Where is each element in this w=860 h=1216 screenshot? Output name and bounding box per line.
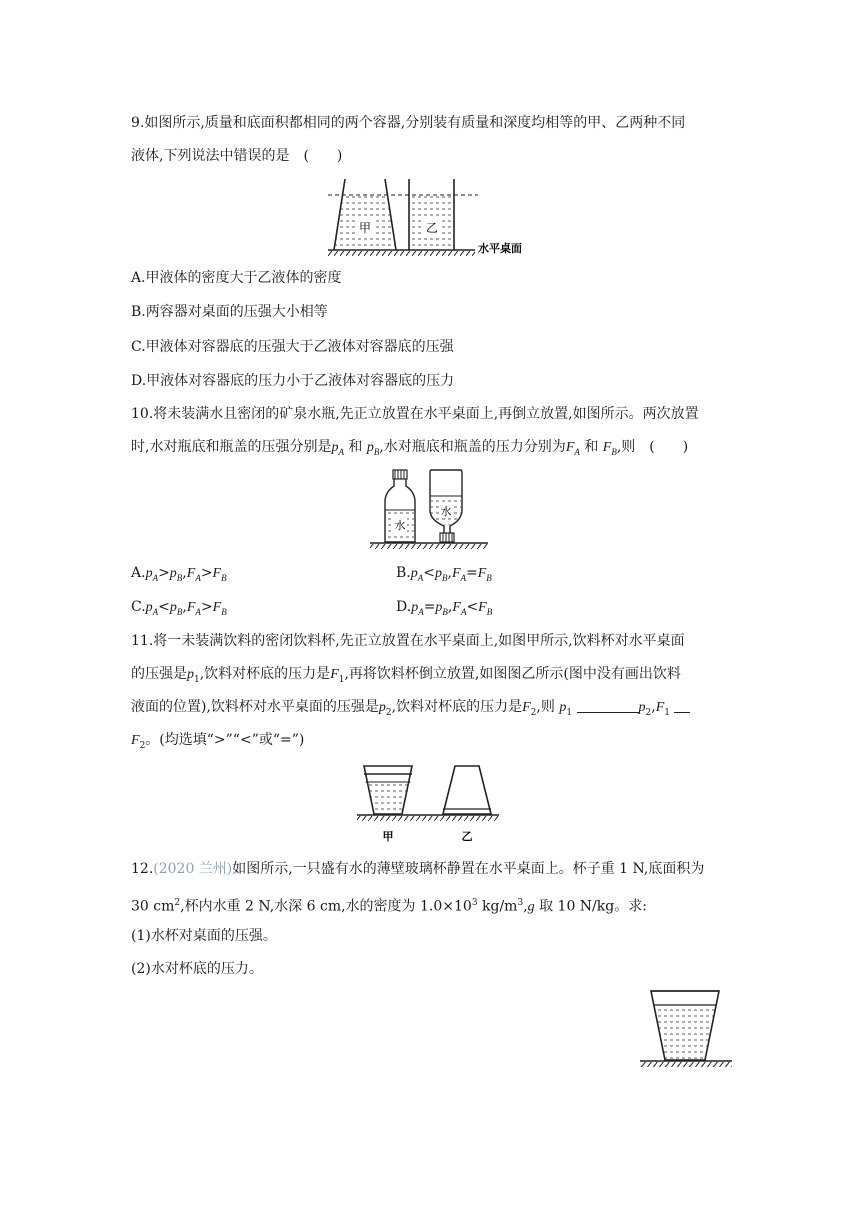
q12-stem-line1: 12.(2020 兰州)如图所示,一只盛有水的薄壁玻璃杯静置在水平桌面上。杯子重 1 N,底面积为 [131, 861, 705, 877]
q10-option-b: $B.p_A<p_B,F_A=F_B$ [396, 565, 492, 583]
q10-stem-line2: 时,水对瓶底和瓶盖的压强分别是$p_A$ 和 $p_B$,水对瓶底和瓶盖的压力分别为$F_A$ 和 $F_B$,则 ( ) [131, 439, 689, 457]
q10-fig-water-a: 水 [394, 519, 406, 532]
q11-stem-line2: 的压强是$p_1$,饮料对杯底的压力是$F_1$,再将饮料杯倒立放置,如图图乙所示(图中没有画出饮料 [131, 666, 681, 685]
q12-subquestion-2: (2)水对杯底的压力。 [131, 961, 263, 977]
q9-fig-label-yi: 乙 [425, 221, 439, 235]
q9-option-b: B.两容器对桌面的压强大小相等 [131, 304, 328, 320]
q12-subquestion-1: (1)水杯对桌面的压强。 [131, 928, 277, 944]
q12-source-tag: (2020 兰州) [153, 861, 233, 877]
q10-option-c: $C.p_A<p_B,F_A>F_B$ [131, 599, 227, 617]
q9-stem-line2: 液体,下列说法中错误的是 ( ) [131, 148, 343, 164]
q11-stem-line3: 液面的位置),饮料杯对水平桌面的压强是$p_2$,饮料对杯底的压力是$F_2$,则 $p_1$ $p_2,F_1$ [131, 697, 690, 723]
q11-fig-label-yi: 乙 [461, 830, 473, 843]
q11-stem-line4: $F_2$。(均选填“>”“<”或“=”) [131, 732, 305, 751]
q10-fig-water-b: 水 [440, 505, 452, 518]
q9-figure [328, 176, 538, 256]
q9-option-a: A.甲液体的密度大于乙液体的密度 [131, 270, 342, 286]
q12-stem-line2: 30 $cm^2$,杯内水重 2 N,水深 6 cm,水的密度为 $1.0\times 10^3$ $kg/m^3,g$ 取 10 N/kg。求: [131, 898, 647, 915]
q11-stem-line1: 11.将一未装满饮料的密闭饮料杯,先正立放置在水平桌面上,如图甲所示,饮料杯对水平桌面 [131, 633, 685, 649]
q10-figure [370, 468, 490, 548]
q10-stem-line1: 10.将未装满水且密闭的矿泉水瓶,先正立放置在水平桌面上,再倒立放置,如图所示。两次放置 [131, 406, 699, 422]
q9-option-c: C.甲液体对容器底的压强大于乙液体对容器底的压强 [131, 339, 454, 355]
q9-stem-line1: 9.如图所示,质量和底面积都相同的两个容器,分别装有质量和深度均相等的甲、乙两种不同 [131, 115, 686, 131]
q9-fig-label-jia: 甲 [358, 221, 372, 235]
q10-option-a: $A.p_A>p_B,F_A>F_B$ [131, 565, 227, 583]
q11-figure [357, 764, 507, 846]
q11-fig-label-jia: 甲 [382, 830, 394, 843]
q11-blank-1[interactable] [577, 698, 639, 713]
q12-figure [640, 989, 735, 1069]
q10-option-d: $D.p_A=p_B,F_A<F_B$ [396, 599, 493, 617]
q9-fig-table-label: 水平桌面 [478, 242, 522, 255]
q9-option-d: D.甲液体对容器底的压力小于乙液体对容器底的压力 [131, 373, 455, 389]
q11-blank-2[interactable] [674, 698, 690, 713]
